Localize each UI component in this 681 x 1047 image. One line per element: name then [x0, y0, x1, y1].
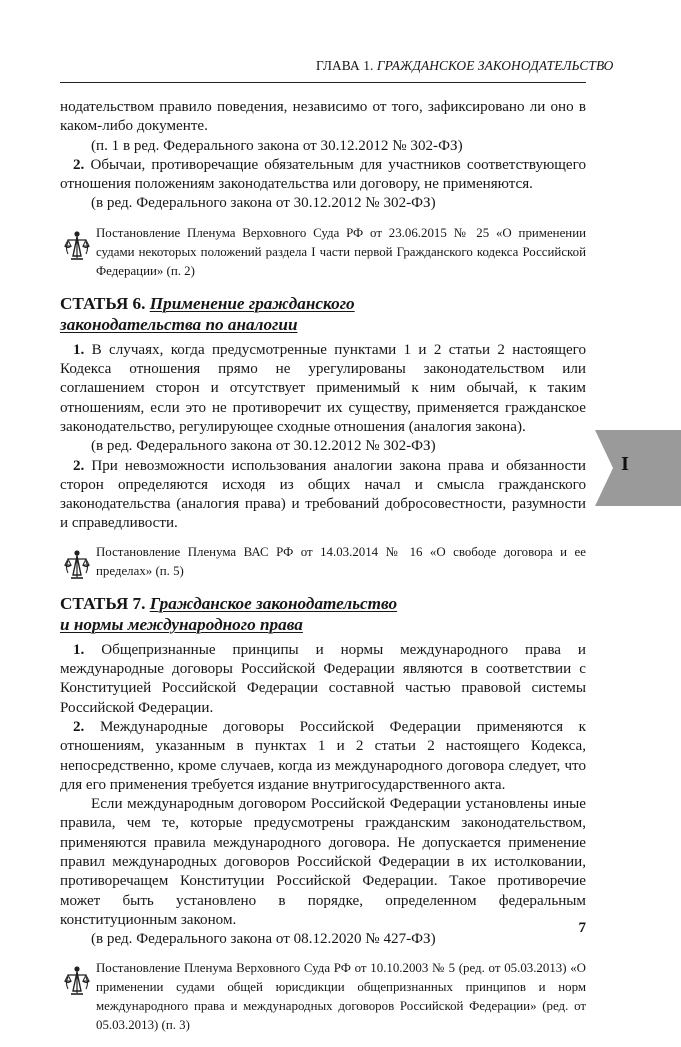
intro-p2-number: 2.	[73, 156, 85, 173]
court-note-1-text: Постановление Пленума Верховного Суда РФ от 23.06.2015 № 25 «О применении судами некоторых положений раздела I части первой Гражданского кодекса Российской Федерации» (п. 2)	[96, 225, 586, 278]
header-rule	[60, 82, 586, 83]
article-6-p1-number: 1.	[73, 341, 85, 358]
article-7-p1-number: 1.	[73, 641, 85, 658]
section-tab-label: I	[621, 453, 629, 475]
article-6-paragraph-2	[60, 457, 586, 534]
article-7-title-line-1: Гражданское законодательство	[149, 593, 398, 613]
article-7-edition: (в ред. Федерального закона от 08.12.2020 № 427-ФЗ)	[91, 931, 436, 948]
court-note-1	[60, 224, 586, 281]
running-header	[316, 58, 614, 74]
article-6-heading	[60, 293, 586, 335]
intro-p2-text: Обычаи, противоречащие обязательным для участников соответствующего отношения положениям законодательства или договору, не применяются.	[60, 156, 586, 193]
article-6-title-line-2: законодательства по аналогии	[60, 314, 298, 334]
article-7-p2-text: Международные договоры Российской Федерации применяются к отношениям, указанным в пунктах 1 и 2 статьи 2 настоящего Кодекса, непосредственно, кроме случаев, когда из международного договора следует, что для его применения требуется издание внутригосударственного акта.	[60, 718, 586, 793]
article-7-paragraph-2	[60, 718, 586, 795]
intro-paragraph-2	[60, 156, 586, 195]
article-6-number: СТАТЬЯ 6.	[60, 293, 150, 313]
article-7-paragraph-3: Если международным договором Российской Федерации установлены иные правила, чем те, которые предусмотрены гражданским законодательством, применяются правила международного договора. Не допускается применение правил международных договоров Российской Федерации в их истолковании, противоречащем Конституции Российской Федерации. Такое противоречие может быть установлено в порядке, определенном федеральным конституционным законом.	[60, 796, 586, 928]
themis-icon	[62, 547, 92, 581]
intro-continuation: нодательством правило поведения, независимо от того, зафиксировано ли оно в каком-либо документе.	[60, 99, 586, 135]
court-note-3	[60, 959, 586, 1035]
tab-notch	[595, 430, 613, 506]
chapter-prefix: ГЛАВА 1.	[316, 58, 377, 73]
article-6-p1-text: В случаях, когда предусмотренные пунктами 1 и 2 статьи 2 настоящего Кодекса отношения прямо не урегулированы законодательством или соглашением сторон и отсутствует применимый к ним обычай, к таким отношениям, если это не противоречит их существу, применяется гражданское законодательство, регулирующее сходные отношения (аналогия закона).	[60, 341, 586, 435]
article-7-paragraph-1	[60, 641, 586, 718]
article-6-p2-text: При невозможности использования аналогии закона права и обязанности сторон определяются исходя из общих начал и смысла гражданского законодательства (аналогия права) и требований добросовестности, разумности и справедливости.	[60, 457, 586, 532]
article-6-edition: (в ред. Федерального закона от 30.12.2012 № 302-ФЗ)	[91, 438, 436, 455]
chapter-title: ГРАЖДАНСКОЕ ЗАКОНОДАТЕЛЬСТВО	[376, 58, 614, 73]
themis-icon	[62, 963, 92, 997]
article-7-p2-number: 2.	[73, 718, 85, 735]
article-6-p2-number: 2.	[73, 457, 85, 474]
court-note-3-text: Постановление Пленума Верховного Суда РФ от 10.10.2003 № 5 (ред. от 05.03.2013) «О применении судами общей юрисдикции общепризнанных принципов и норм международного права и международных договоров Российской Федерации» (ред. от 05.03.2013) (п. 3)	[96, 960, 586, 1032]
section-tab	[595, 430, 681, 506]
page-number: 7	[578, 920, 586, 936]
article-7-p1-text: Общепризнанные принципы и нормы международного права и международные договоры Российской Федерации являются в соответствии с Конституцией Российской Федерации составной частью правовой системы Российской Федерации.	[60, 641, 586, 716]
court-note-2	[60, 543, 586, 581]
article-7-number: СТАТЬЯ 7.	[60, 593, 150, 613]
article-6-title-line-1: Применение гражданского	[149, 293, 355, 313]
intro-edition-1: (п. 1 в ред. Федерального закона от 30.12.2012 № 302-ФЗ)	[91, 137, 463, 154]
court-note-2-text: Постановление Пленума ВАС РФ от 14.03.2014 № 16 «О свободе договора и ее пределах» (п. 5)	[96, 544, 586, 578]
article-7-title-line-2: и нормы международного права	[60, 614, 303, 634]
intro-edition-2: (в ред. Федерального закона от 30.12.2012 № 302-ФЗ)	[91, 195, 436, 212]
article-6-paragraph-1	[60, 341, 586, 437]
themis-icon	[62, 228, 92, 262]
page-body	[60, 98, 586, 1047]
article-7-heading	[60, 593, 586, 635]
